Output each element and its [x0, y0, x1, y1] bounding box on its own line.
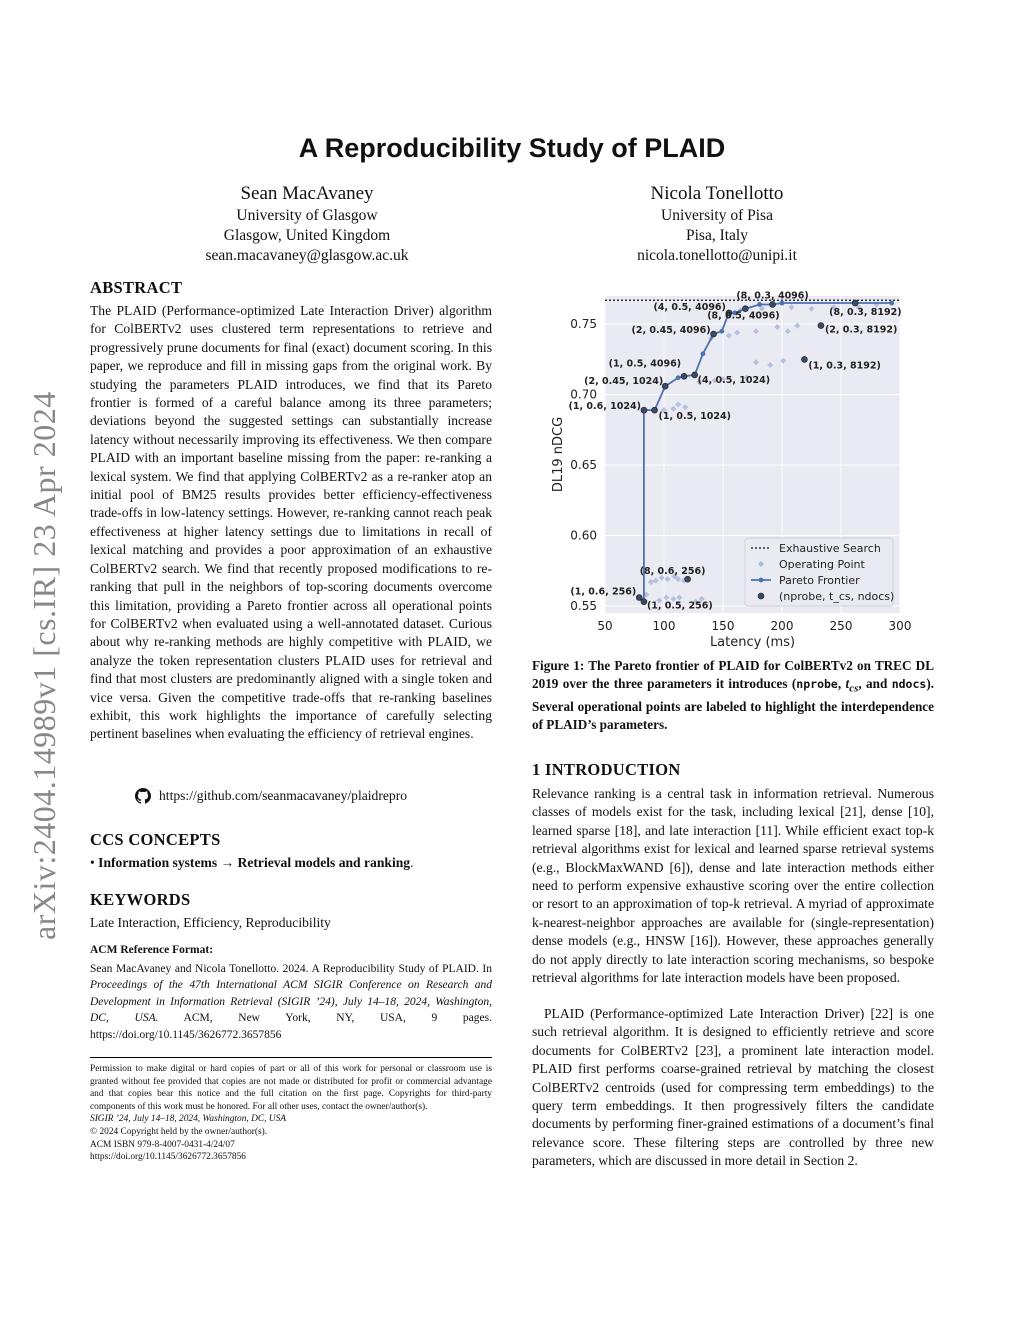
ccs-arrow: →: [220, 855, 235, 870]
point-label: (8, 0.3, 8192): [829, 307, 902, 319]
labeled-point: [641, 407, 647, 413]
x-tick-label: 250: [829, 619, 853, 633]
legend-entry: Operating Point: [779, 558, 865, 571]
keywords-text: Late Interaction, Efficiency, Reproducibility: [90, 915, 331, 930]
labeled-point: [770, 301, 776, 307]
author-name: Sean MacAvaney: [240, 183, 374, 204]
frontier-point: [889, 301, 894, 306]
labeled-point: [652, 407, 658, 413]
arxiv-stamp: arXiv:2404.14989v1 [cs.IR] 23 Apr 2024: [26, 391, 62, 940]
pareto-chart: [550, 288, 920, 652]
point-label: (8, 0.3, 4096): [736, 290, 809, 302]
x-tick-label: 300: [888, 619, 912, 633]
figure-caption: [532, 657, 934, 734]
point-label: (2, 0.3, 8192): [824, 324, 898, 336]
acm-ref-post: ACM, New York, NY, USA, 9 pages. https://doi.org/10.1145/3626772.3657856: [90, 1012, 492, 1041]
abstract-heading: ABSTRACT: [90, 278, 183, 297]
x-tick-label: 100: [652, 619, 676, 633]
paper-title: A Reproducibility Study of PLAID: [298, 133, 726, 163]
ccs-text: [90, 855, 492, 871]
acm-ref-venue: Proceedings of the 47th International ACM SIGIR Conference on Research and Development in Information Retrieval (SIGIR ’24), July 14–18, 2024, Washington, DC, USA.: [90, 979, 492, 1025]
point-label: (8, 0.6, 256): [639, 566, 706, 578]
caption-part2: ). Several operational points are labeled to highlight the interdependence of PLAID’s parameters.: [532, 676, 935, 733]
x-axis-label: Latency (ms): [709, 635, 796, 650]
point-label: (1, 0.5, 256): [646, 600, 713, 612]
acm-ref-heading: ACM Reference Format:: [90, 944, 214, 956]
permission-text: Permission to make digital or hard copies of part or all of this work for personal or classroom use is granted without fee provided that copies are not made or distributed for profit or commercial advantage and that copies bear this notice and the full citation on the first page. Copyrights for third-party components of this work must be honored. For all other uses, contact the owner/author(s).: [90, 1064, 492, 1112]
point-label: (8, 0.5, 4096): [707, 310, 780, 322]
caption-sep1: ,: [837, 676, 846, 692]
author-name: Nicola Tonellotto: [650, 183, 784, 204]
legend-entry: Pareto Frontier: [779, 574, 860, 587]
ccs-bullet: •: [90, 855, 95, 870]
point-label: (1, 0.6, 256): [570, 586, 637, 598]
y-tick-label: 0.65: [570, 458, 597, 473]
caption-sep2: , and: [858, 676, 892, 692]
labeled-point: [711, 331, 717, 337]
ccs-end: .: [410, 855, 414, 870]
point-label: (4, 0.5, 4096): [653, 301, 726, 313]
legend-swatch-frontier-dot: [759, 578, 764, 583]
intro-heading: 1 INTRODUCTION: [532, 760, 681, 779]
github-link[interactable]: [135, 788, 407, 804]
point-label: (1, 0.6, 1024): [568, 401, 641, 413]
caption-code-nprobe: nprobe: [796, 677, 838, 692]
keywords-heading: KEYWORDS: [90, 890, 191, 909]
github-url[interactable]: https://github.com/seanmacavaney/plaidrepro: [159, 788, 408, 803]
legend-entry: Exhaustive Search: [779, 542, 881, 555]
ccs-heading: CCS CONCEPTS: [90, 830, 221, 849]
legend-entry: (nprobe, t_cs, ndocs): [779, 590, 895, 603]
author-email[interactable]: nicola.tonellotto@unipi.it: [637, 247, 797, 264]
caption-tcs: t: [845, 676, 850, 692]
author-location: Pisa, Italy: [686, 227, 748, 244]
point-label: (4, 0.5, 1024): [697, 374, 771, 386]
intro-paragraph-1: Relevance ranking is a central task in information retrieval. Numerous classes of models exist for the task, including lexical [21], dense [10], learned sparse [18], and late interaction [11]. While efficient exact top-k retrieval algorithms exist for lexical and learned sparse retrieval systems (e.g., BlockMaxWAND [6]), dense and late interaction methods either need to perform expensive exhaustive scoring over the entire collection or resort to an approximation of top-k retrieval. A myriad of approximate k-nearest-neighbor approaches are available for (single-representation) dense models (e.g., HNSW [16]). However, these approaches generally do not apply directly to late interaction scoring mechanisms, so bespoke retrieval algorithms for late interaction models have been proposed.: [532, 786, 934, 986]
frontier-point: [701, 351, 706, 356]
legend-swatch-labeled: [758, 593, 764, 599]
caption-code-ndocs: ndocs: [891, 677, 927, 692]
permission-block: [90, 1063, 492, 1164]
permission-venue: SIGIR ’24, July 14–18, 2024, Washington, DC, USA: [90, 1114, 286, 1125]
ccs-term-b: Retrieval models and ranking: [237, 855, 411, 870]
intro-paragraph-2: PLAID (Performance-optimized Late Interaction Driver) [22] is one such retrieval algorithm. It is designed to efficiently retrieve and score documents for ColBERTv2 [23], a prominent late interaction model. PLAID first performs coarse-grained retrieval by matching the closest ColBERTv2 centroids (used for compressing term embeddings) to the query term embeddings. It then progressively filters the candidate documents by performing finer-grained estimations of a document’s final relevance score. These filtering steps are controlled by three new parameters, which are discussed in more detail in Section 2.: [532, 1006, 934, 1169]
point-label: (1, 0.5, 1024): [658, 411, 731, 423]
author-block-1: [147, 182, 467, 266]
author-email[interactable]: sean.macavaney@glasgow.ac.uk: [205, 247, 409, 264]
frontier-point: [676, 375, 681, 380]
y-axis-label: DL19 nDCG: [551, 416, 566, 493]
author-affiliation: University of Pisa: [661, 207, 773, 224]
permission-doi[interactable]: https://doi.org/10.1145/3626772.3657856: [90, 1152, 246, 1163]
labeled-point: [818, 323, 824, 329]
point-label: (2, 0.45, 1024): [584, 376, 664, 388]
labeled-point: [852, 300, 858, 306]
github-icon: [135, 788, 151, 804]
acm-ref-pre: Sean MacAvaney and Nicola Tonellotto. 2024. A Reproducibility Study of PLAID. In: [90, 963, 492, 975]
footnote-rule: [90, 1057, 492, 1058]
permission-copyright: © 2024 Copyright held by the owner/author(s).: [90, 1126, 268, 1137]
x-tick-label: 50: [597, 619, 613, 633]
y-tick-label: 0.55: [570, 598, 597, 613]
labeled-point: [681, 373, 687, 379]
point-label: (1, 0.5, 4096): [608, 358, 682, 370]
ccs-term-a: Information systems: [98, 855, 218, 870]
acm-ref-text: [90, 961, 492, 1043]
permission-isbn: ACM ISBN 979-8-4007-0431-4/24/07: [90, 1139, 235, 1150]
x-tick-label: 200: [770, 619, 794, 633]
y-tick-label: 0.70: [570, 387, 597, 402]
caption-part1: Figure 1: The Pareto frontier of PLAID for ColBERTv2 on TREC DL 2019 over the three parameters it introduces (: [532, 658, 934, 692]
point-label: (2, 0.45, 4096): [631, 325, 711, 337]
point-label: (1, 0.3, 8192): [808, 360, 881, 372]
caption-tcs-sub: cs: [849, 682, 859, 695]
x-tick-label: 150: [711, 619, 735, 633]
labeled-point: [801, 356, 807, 362]
y-tick-label: 0.75: [570, 317, 597, 332]
labeled-point: [636, 595, 642, 601]
abstract-text: The PLAID (Performance-optimized Late Interaction Driver) algorithm for ColBERTv2 uses clustered term representations to retrieve and progressively prune documents for final (exact) document scoring. In this paper, we reproduce and fill in missing gaps from the original work. By studying the parameters PLAID introduces, we find that its Pareto frontier is formed of a careful balance among its three parameters; deviations beyond the suggested settings can substantially increase latency without necessarily improving its effectiveness. We then compare PLAID with an important baseline missing from the paper: re-ranking a lexical system. We find that applying ColBERTv2 as a re-ranker atop an initial pool of BM25 results provides better efficiency-effectiveness trade-offs in low-latency settings. However, re-ranking cannot reach peak effectiveness at higher latency settings due to limitations in recall of lexical matching and provides a poor approximation of an exhaustive ColBERTv2 search. We find that recently proposed modifications to re-ranking that pull in the neighbors of top-scoring documents overcome this limitation, providing a Pareto frontier across all operational points for ColBERTv2 when evaluated using a well-annotated dataset. Curious about why re-ranking methods are highly competitive with PLAID, we analyze the token representation clusters PLAID uses for retrieval and find that most clusters are predominantly aligned with a single token and vice versa. Given the competitive trade-offs that re-ranking baselines exhibit, this work highlights the importance of carefully selecting pertinent baselines when evaluating the efficiency of retrieval engines.: [90, 303, 492, 742]
frontier-point: [719, 329, 724, 334]
author-affiliation: University of Glasgow: [236, 207, 378, 224]
author-block-2: [557, 182, 877, 266]
y-tick-label: 0.60: [570, 528, 597, 543]
author-location: Glasgow, United Kingdom: [223, 227, 391, 244]
frontier-point: [757, 302, 762, 307]
